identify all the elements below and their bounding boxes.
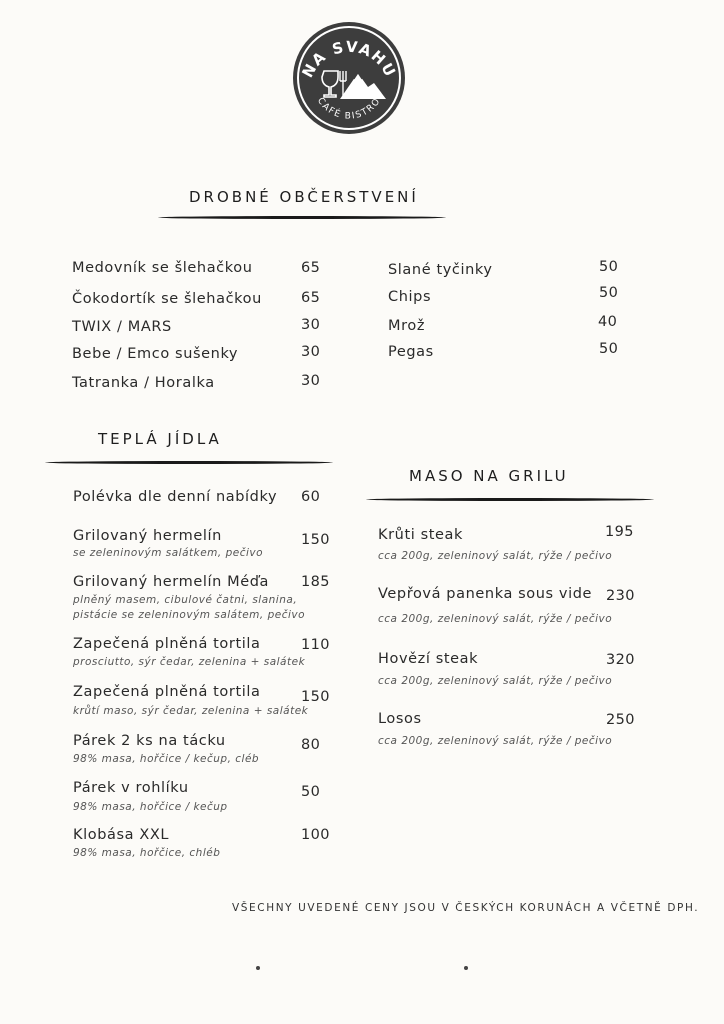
menu-item-price: 30 [301,373,321,389]
section-title-hot-meals: TEPLÁ JÍDLA [98,430,222,448]
menu-item-description: 98% masa, hořčice / kečup, cléb [73,753,260,765]
menu-item-price: 150 [301,532,330,548]
menu-item-price: 50 [301,784,321,800]
menu-item-price: 50 [599,285,619,301]
menu-item-name: Grilovaný hermelín [73,528,222,544]
menu-item-description: pistácie se zeleninovým salátem, pečivo [73,609,306,621]
menu-item-price: 60 [301,489,321,505]
menu-item-name: Tatranka / Horalka [72,375,215,391]
section-divider [158,216,446,219]
menu-item-description: cca 200g, zeleninový salát, rýže / pečivo [378,613,613,625]
menu-item-description: plněný masem, cibulové čatni, slanina, [73,594,298,606]
menu-item-name: Párek 2 ks na tácku [73,733,226,749]
logo-bottom-text: CAFÉ BISTRO [314,96,384,122]
decorative-dot [464,966,468,970]
price-note: VŠECHNY UVEDENÉ CENY JSOU V ČESKÝCH KORUNÁCH A VČETNĚ DPH. [232,902,700,914]
section-title-snacks: DROBNÉ OBČERSTVENÍ [189,188,419,206]
menu-item-description: prosciutto, sýr čedar, zelenina + salátek [73,656,306,668]
menu-item-price: 150 [301,689,330,705]
menu-item-name: Mrož [388,318,426,334]
menu-item-price: 110 [301,637,330,653]
menu-item-price: 30 [301,317,321,333]
menu-item-description: cca 200g, zeleninový salát, rýže / pečivo [378,675,613,687]
menu-item-price: 80 [301,737,321,753]
decorative-dot [256,966,260,970]
section-divider [45,461,333,464]
svg-text:NA SVAHU [298,38,399,81]
menu-item-name: Čokodortík se šlehačkou [72,291,262,307]
menu-item-description: se zeleninovým salátkem, pečivo [73,547,264,559]
menu-item-name: Klobása XXL [73,827,170,843]
menu-item-description: 98% masa, hořčice, chléb [73,847,221,859]
menu-item-name: TWIX / MARS [72,319,172,335]
section-title-grill: MASO NA GRILU [409,467,569,485]
svg-text:CAFÉ BISTRO [315,96,383,122]
logo-top-text: NA SVAHU [298,37,400,81]
menu-item-name: Slané tyčinky [388,262,493,278]
menu-item-name: Chips [388,289,432,305]
menu-item-price: 50 [599,341,619,357]
menu-item-name: Grilovaný hermelín Méďa [73,574,270,590]
menu-item-name: Medovník se šlehačkou [72,260,253,276]
menu-item-description: krůtí maso, sýr čedar, zelenina + salátek [73,705,309,717]
menu-item-name: Zapečená plněná tortila [73,684,261,700]
menu-item-name: Polévka dle denní nabídky [73,489,278,505]
menu-item-price: 100 [301,827,330,843]
logo [292,21,406,135]
menu-item-price: 50 [599,259,619,275]
menu-item-name: Zapečená plněná tortila [73,636,261,652]
menu-item-name: Pegas [388,344,434,360]
menu-item-price: 185 [301,574,330,590]
menu-item-price: 65 [301,260,321,276]
menu-item-description: cca 200g, zeleninový salát, rýže / pečivo [378,735,613,747]
menu-item-description: 98% masa, hořčice / kečup [73,801,228,813]
menu-item-price: 250 [606,712,635,728]
menu-item-price: 65 [301,290,321,306]
menu-item-name: Vepřová panenka sous vide [378,586,593,602]
menu-item-name: Bebe / Emco sušenky [72,346,239,362]
menu-item-name: Párek v rohlíku [73,780,189,796]
menu-item-price: 40 [598,314,618,330]
menu-item-name: Losos [378,711,422,727]
menu-item-price: 230 [606,588,635,604]
menu-item-price: 320 [606,652,635,668]
menu-item-description: cca 200g, zeleninový salát, rýže / pečivo [378,550,613,562]
menu-item-price: 195 [605,524,634,540]
section-divider [366,498,654,501]
menu-item-name: Krůti steak [378,527,464,543]
menu-item-name: Hovězí steak [378,651,479,667]
menu-item-price: 30 [301,344,321,360]
